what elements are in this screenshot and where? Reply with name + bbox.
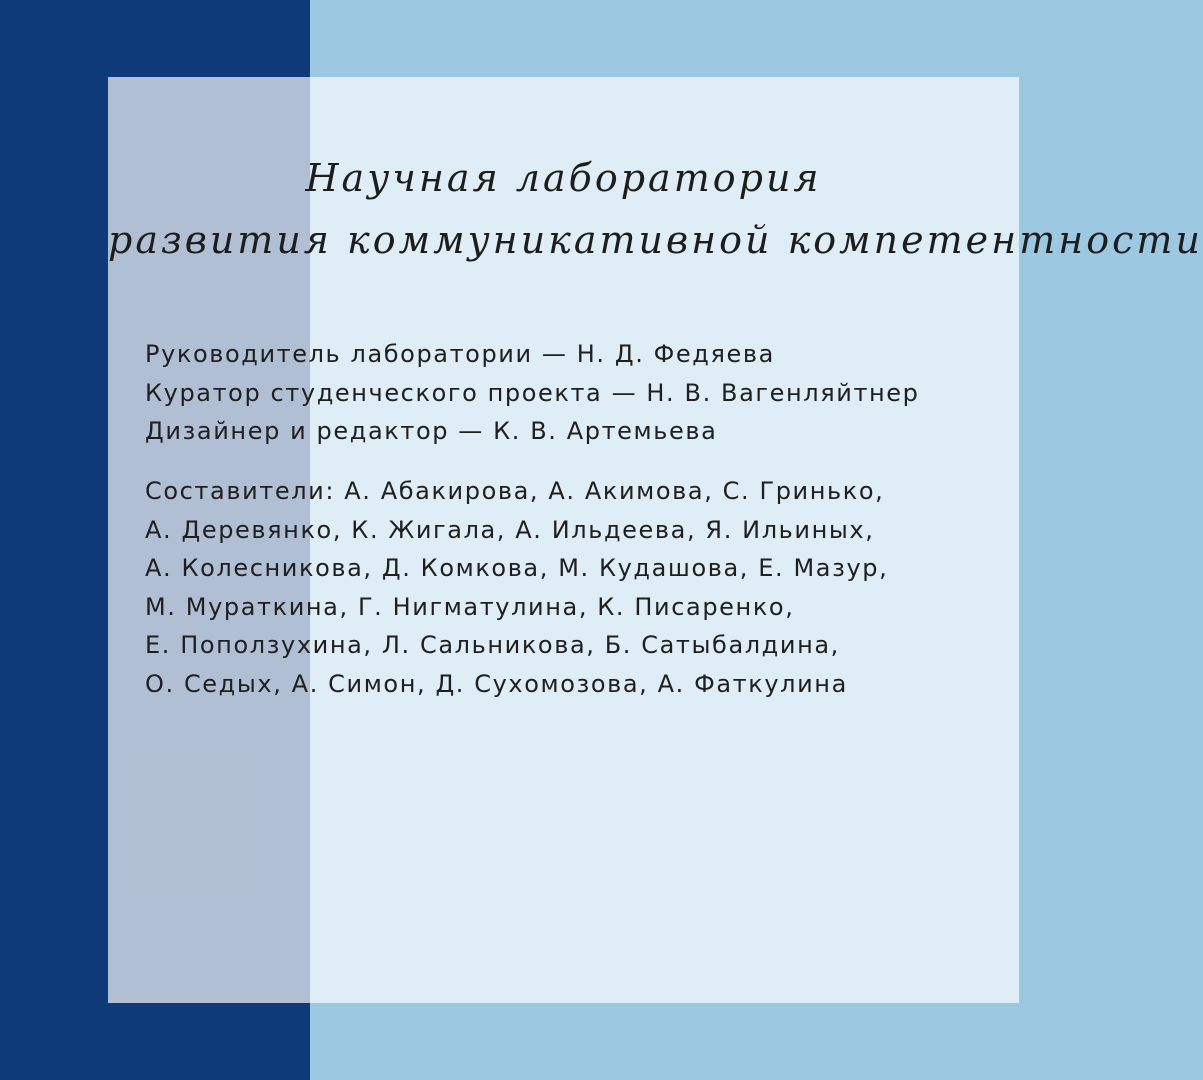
credit-designer-editor: Дизайнер и редактор — К. В. Артемьева: [145, 417, 718, 446]
contributors-line: А. Колесникова, Д. Комкова, М. Кудашова, Е. Мазур,: [145, 554, 889, 583]
credits-block: [145, 335, 1005, 451]
page-title: [108, 147, 1203, 271]
contributors-line: А. Деревянко, К. Жигала, А. Ильдеева, Я. Ильиных,: [145, 515, 875, 544]
credit-project-curator: Куратор студенческого проекта — Н. В. Вагенляйтнер: [145, 378, 920, 407]
contributors-line: Составители: А. Абакирова, А. Акимова, С. Гринько,: [145, 477, 885, 505]
contributors-line: М. Мураткина, Г. Нигматулина, К. Писаренко,: [145, 592, 795, 621]
title-line-2: развития коммуникативной компетентности: [108, 218, 1203, 262]
contributors-line: Е. Поползухина, Л. Сальникова, Б. Сатыбалдина,: [145, 631, 840, 660]
contributors-block: [145, 472, 1005, 704]
contributors-line: О. Седых, А. Симон, Д. Сухомозова, А. Фаткулина: [145, 669, 848, 698]
content-card: [108, 77, 1203, 1003]
title-line-1: Научная лаборатория: [305, 156, 822, 200]
credit-head-of-lab: Руководитель лаборатории — Н. Д. Федяева: [145, 340, 775, 368]
